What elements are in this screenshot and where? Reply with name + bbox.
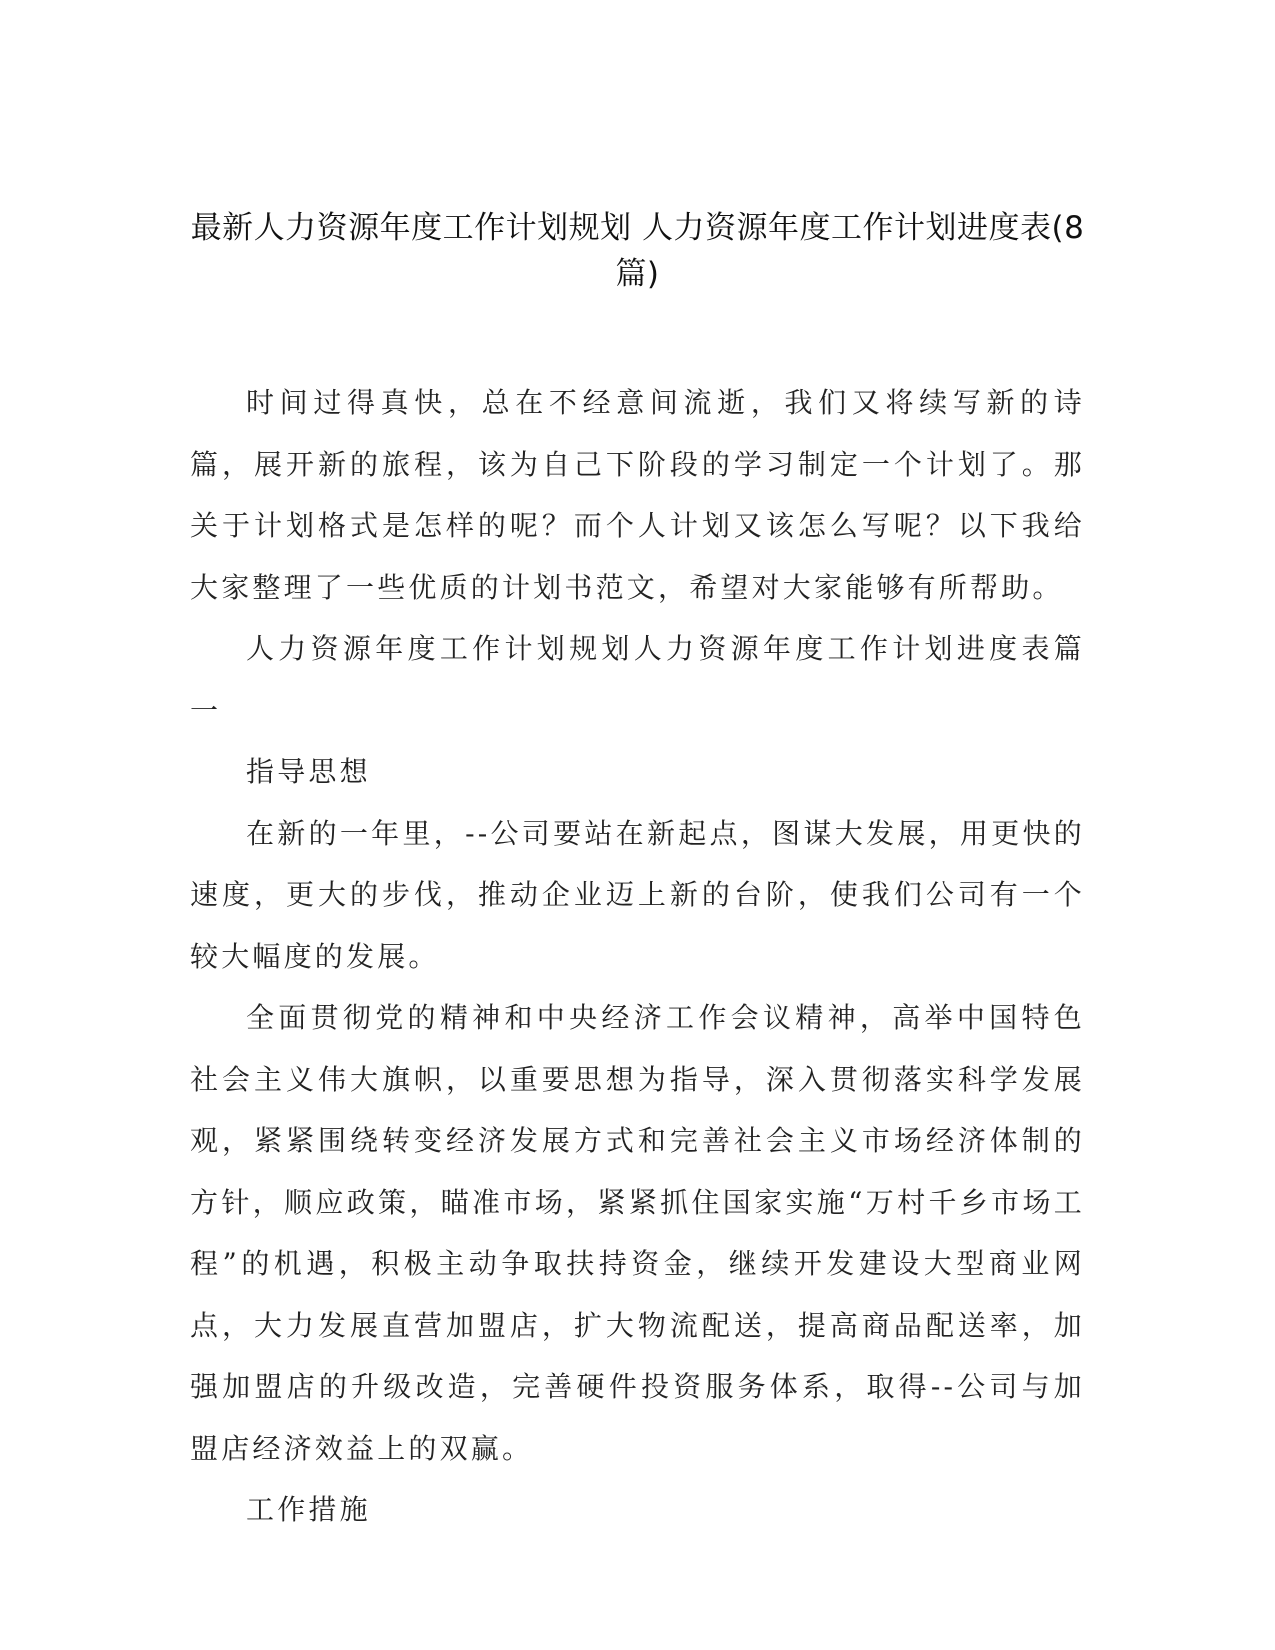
body-paragraph: 在新的一年里，--公司要站在新起点，图谋大发展，用更快的速度，更大的步伐，推动企业迈上新的台阶，使我们公司有一个较大幅度的发展。	[190, 816, 1085, 973]
body-paragraph: 全面贯彻党的精神和中央经济工作会议精神，高举中国特色社会主义伟大旗帜，以重要思想为指导，深入贯彻落实科学发展观，紧紧围绕转变经济发展方式和完善社会主义市场经济体制的方针，顺应政策，瞄准市场，紧紧抓住国家实施“万村千乡市场工程”的机遇，积极主动争取扶持资金，继续开发建设大型商业网点，大力发展直营加盟店，扩大物流配送，提高商品配送率，加强加盟店的升级改造，完善硬件投资服务体系，取得--公司与加盟店经济效益上的双赢。	[190, 1001, 1085, 1465]
document-body	[190, 372, 1085, 1541]
heading-work-measures: 工作措施	[246, 1493, 371, 1526]
heading-guiding-thought: 指导思想	[246, 755, 371, 788]
intro-paragraph: 时间过得真快，总在不经意间流逝，我们又将续写新的诗篇，展开新的旅程，该为自己下阶段的学习制定一个计划了。那关于计划格式是怎样的呢？而个人计划又该怎么写呢？以下我给大家整理了一些优质的计划书范文，希望对大家能够有所帮助。	[190, 386, 1085, 604]
document-title: 最新人力资源年度工作计划规划 人力资源年度工作计划进度表(8篇)	[190, 210, 1085, 292]
section-heading-part-one: 人力资源年度工作计划规划人力资源年度工作计划进度表篇一	[190, 632, 1085, 727]
